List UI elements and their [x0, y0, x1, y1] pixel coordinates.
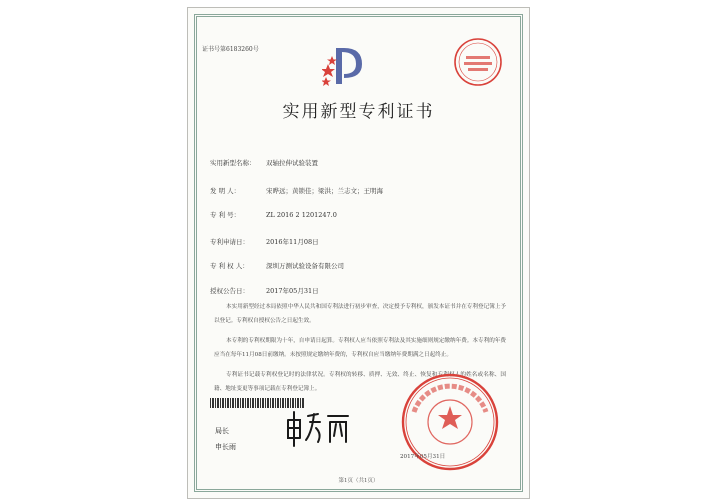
barcode [210, 398, 305, 408]
director-name: 申长雨 [215, 443, 236, 451]
field-label: 授权公告日： [210, 287, 249, 295]
field-patentee [210, 261, 344, 270]
field-utility-model-name [210, 158, 318, 167]
field-value: 2017年05月31日 [266, 287, 319, 295]
corner-seal [452, 36, 504, 88]
field-inventors [210, 186, 383, 195]
body-paragraph: 本实用新型经过本局依照中华人民共和国专利法进行初步审查，决定授予专利权，颁发本证书并在专利登记簿上予以登记。专利权自授权公告之日起生效。 [214, 304, 506, 324]
body-paragraph: 专利证书记载专利权登记时的法律状况。专利权的转移、质押、无效、终止、恢复和专利权人的姓名或名称、国籍、地址变更等事项记载在专利登记簿上。 [214, 372, 506, 392]
field-value: 深圳万测试验设备有限公司 [266, 262, 344, 270]
field-application-date [210, 237, 319, 246]
field-value: 双轴拉伸试验装置 [266, 159, 318, 167]
director-signature [284, 408, 354, 448]
star-icon [322, 64, 335, 77]
field-label: 专 利 权 人： [210, 262, 249, 270]
field-patent-number [210, 210, 337, 219]
field-value: 宋晔远；黄锁佳；梁洪；兰志文；王明海 [266, 187, 383, 195]
field-label: 专利申请日： [210, 238, 249, 246]
seal-date: 2017年05月31日 [400, 454, 446, 460]
field-label: 专 利 号： [210, 211, 241, 219]
star-icon [327, 56, 337, 65]
patent-office-logo [322, 42, 370, 90]
page-footer: 第1页（共1页） [338, 478, 379, 484]
certificate-number: 证书号第6183260号 [202, 46, 259, 53]
patent-certificate [187, 7, 530, 499]
field-value: 2016年11月08日 [266, 238, 319, 246]
director-title: 局长 [215, 427, 229, 435]
star-icon [322, 77, 331, 86]
field-value: ZL 2016 2 1201247.0 [266, 211, 337, 219]
certificate-title: 实用新型专利证书 [282, 102, 435, 122]
field-label: 实用新型名称： [210, 159, 256, 167]
field-label: 发 明 人： [210, 187, 241, 195]
body-paragraph: 本专利的专利权期限为十年，自申请日起算。专利权人应当依照专利法及其实施细则规定缴纳年费。本专利的年费应当在每年11月08日前缴纳。未按照规定缴纳年费的，专利权自应当缴纳年费期满之日起终止。 [214, 338, 506, 358]
field-grant-date [210, 286, 319, 295]
